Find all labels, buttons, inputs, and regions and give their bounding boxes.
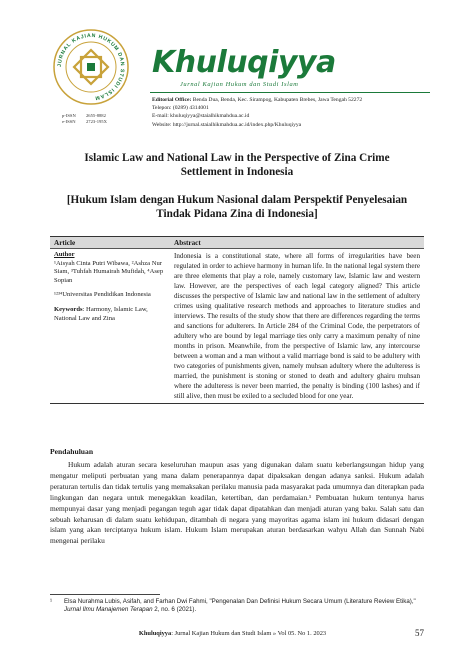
author-label: Author [54,251,75,258]
abstract-text: Indonesia is a constitutional state, where all forms of irregularities have been regulated in order to achieve harmony in human life. In the national legal system there are three elements that play a role, namely customary law, Islamic law and western law. However, are the perspectives of each legal category aligned? This article discusses the perspective of Islamic law and national law in the settlement of adultery crimes using qualitative research methods and approaches to literature studies and interviews. The results of the study show that there are differences regarding the terms and sanctions for adulterers. In Article 284 of the Criminal Code, the perpetrators of adultery who are bound by legal marriage ties only carry a maximum penalty of nine months in prison. Meanwhile, from the perspective of Islamic law, any intercourse between a woman and a man without a valid marriage bond is said to be adultery with two categories of punishments given, namely muhsan adultery where the adulteress is married, the punishment is stoning or stoned to death and adultery ghairu muhsan where the adulteress is never been married, the penalty is binding (100 lashes) and if still alive, then must be exiled to a secluded blood for one year. [174,252,420,400]
footnote-tail: 2, no. 6 (2021). [152,606,197,614]
article-meta [50,249,170,403]
body-paragraph: Hukum adalah aturan secara keseluruhan maupun asas yang digunakan dalam suatu keberlangsungan hidup yang mengatur meliputi perbuatan yang mana dalam penerapannya dapat dipaksakan dengan adanya sanksi. Hukum adalah peraturan tertulis dan tidak tertulis yang memaksakan perilaku manusia pada masyarakat pada umumnya dan diterapkan pada lingkungan dan negara untuk menegakkan keadilan, ketertiban, dan perdamaian.¹ Pembuatan hukum tentunya harus mempunyai dasar yang menjadi pegangan teguh agar tidak dapat dipatahkan dan menjadi aturan yang baku. Salah satu dan sebuah keharusan di dalam suatu kehidupan, ditambah di negara yang mayoritas agama islam ini hukum didasari dengan islam yang akan terciptanya hukum islam. Hukum Islam merupakan aturan berdasarkan wahyu Allah dan Sunnah Nabi mengenai perilaku [50,460,424,546]
pissn-value: 2655-8882 [86,113,106,118]
col-abstract: Abstract [174,239,201,247]
footnote [50,598,424,615]
journal-header [0,0,474,140]
keywords-label: Keywords [54,305,83,313]
footnote-journal: Jurnal Ilmu Manajemen Terapan [64,606,153,614]
article-title: Islamic Law and National Law in the Perspective of Zina Crime Settlement in Indonesia [84,152,390,178]
body-text [50,460,424,547]
footer-details: : Jurnal Kajian Hukum dan Studi Islam » Vol 05. No 1. 2023 [171,629,327,637]
keywords [54,306,167,323]
author-list: ¹Aisyah Cinta Putri Wibawa, ²Ashza Nur Siam, ³Tuhfah Humairah Mufidah, ⁴Asep Sopian [54,259,164,284]
eissn-label: e-ISSN [62,119,76,124]
journal-seal-logo [52,28,130,106]
article-info-table [50,236,424,404]
article-subtitle: [Hukum Islam dengan Hukum Nasional dalam Perspektif Penyelesaian Tindak Pidana Zina di Indonesia] [66,194,408,220]
contact-block [152,96,362,129]
brand-divider [150,92,430,93]
keywords-value: : Harmony, Islamic Law, National Law and Zina [54,305,148,322]
journal-brand-subtitle: Jurnal Kajian Hukum dan Studi Islam [180,81,299,88]
footnote-number: ¹ [50,598,53,605]
page-number: 57 [415,628,424,638]
article-table-body [50,249,424,403]
editorial-address: Benda Dua, Benda, Kec. Sirampog, Kabupaten Brebes, Jawa Tengah 52272 [192,97,363,103]
pissn-label: p-ISSN [62,113,76,118]
article-table-header [50,237,424,249]
issn-block [62,113,107,125]
editorial-label: Editorial Office: [152,97,192,103]
seal-text: JURNAL KAJIAN HUKUM DAN STUDI ISLAM [56,32,126,101]
journal-brand: Khuluqiyya [152,45,336,80]
footer-journal: Khuluqiyya [138,629,172,637]
phone-line: Telepon: (0289) 4314001 [152,105,209,112]
author-affiliation: ¹²³⁴Universitas Pendidikan Indonesia [54,291,151,299]
email-line[interactable]: E-mail: khuluqiyya@staialhikmahdua.ac.id [152,113,250,120]
section-title: Pendahuluan [50,447,94,456]
page-footer [50,628,424,638]
footnote-rule [50,594,160,595]
eissn-value: 2723-195X [86,119,107,124]
website-line[interactable]: Website: http://jurnal.staialhikmahdua.ac.id/index.php/Khuluqiyya [152,121,302,128]
footnote-text: Elsa Nurahma Lubis, Asifah, and Farhan Dwi Fahmi, "Pengenalan Dan Definisi Hukum Secara Umum (Literature Review Etika)," [64,598,416,605]
col-article: Article [54,239,76,247]
